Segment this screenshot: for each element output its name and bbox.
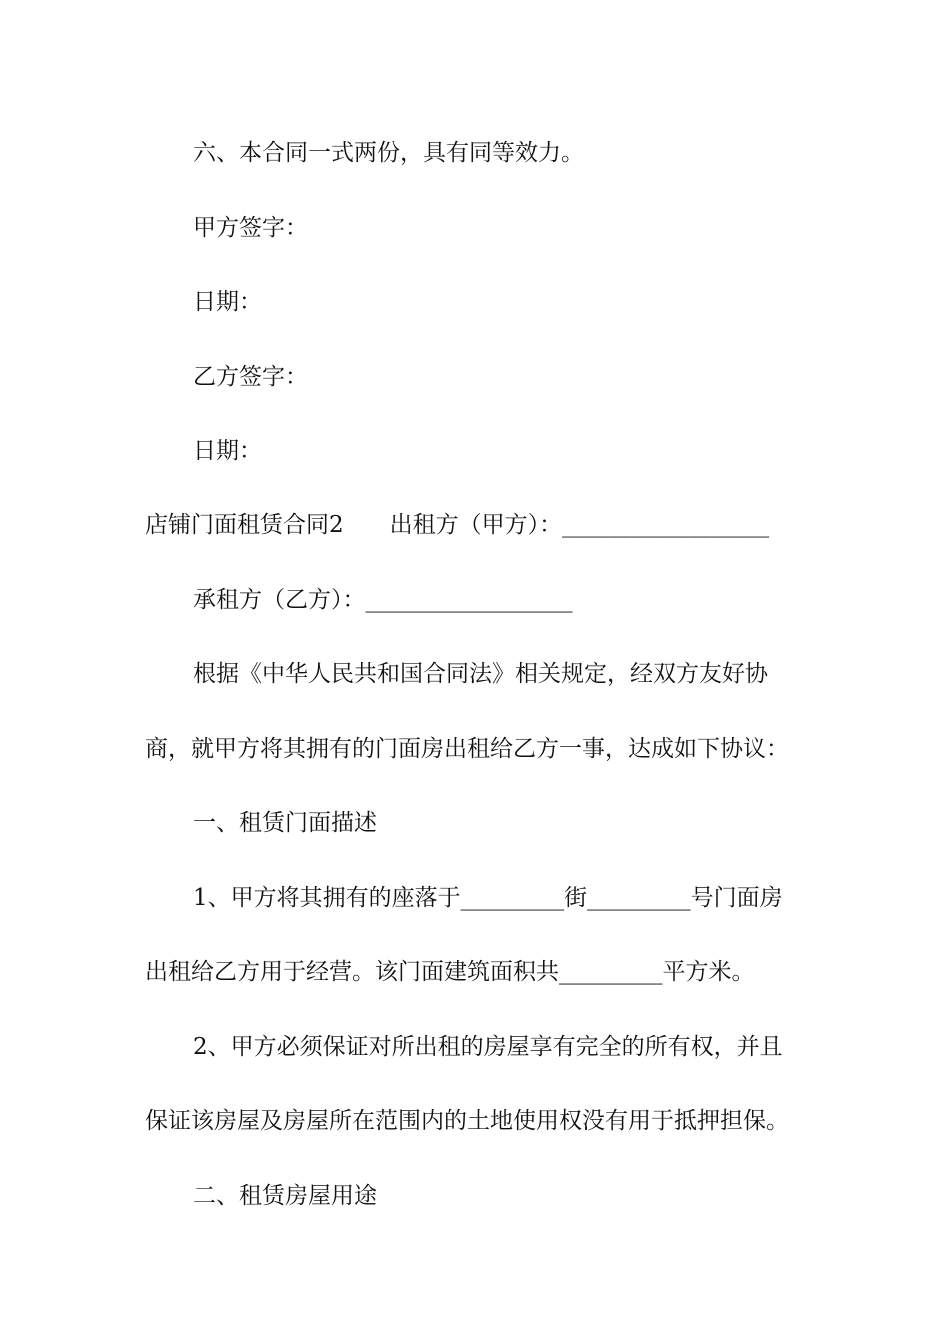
lessee-line: 承租方（乙方）：__________________ — [193, 587, 573, 613]
item-1-line-1: 1、甲方将其拥有的座落于_________街_________号门面房 — [193, 885, 783, 911]
item-2-line-1: 2、甲方必须保证对所出租的房屋享有完全的所有权，并且 — [193, 1034, 783, 1060]
clause-six-copies: 六、本合同一式两份，具有同等效力。 — [193, 140, 584, 166]
section-two-heading: 二、租赁房屋用途 — [193, 1183, 377, 1209]
section-one-heading: 一、租赁门面描述 — [193, 810, 377, 836]
contract-title-and-lessor: 店铺门面租赁合同2 出租方（甲方）：__________________ — [145, 512, 770, 538]
party-b-signature-label: 乙方签字： — [193, 364, 308, 390]
preamble-line-1: 根据《中华人民共和国合同法》相关规定，经双方友好协 — [193, 661, 768, 687]
preamble-line-2: 商，就甲方将其拥有的门面房出租给乙方一事，达成如下协议： — [145, 736, 789, 762]
item-2-line-2: 保证该房屋及房屋所在范围内的土地使用权没有用于抵押担保。 — [145, 1108, 789, 1134]
party-b-date-label: 日期： — [193, 438, 262, 464]
item-1-line-2: 出租给乙方用于经营。该门面建筑面积共_________平方米。 — [145, 959, 755, 985]
party-a-signature-label: 甲方签字： — [193, 215, 308, 241]
party-a-date-label: 日期： — [193, 289, 262, 315]
